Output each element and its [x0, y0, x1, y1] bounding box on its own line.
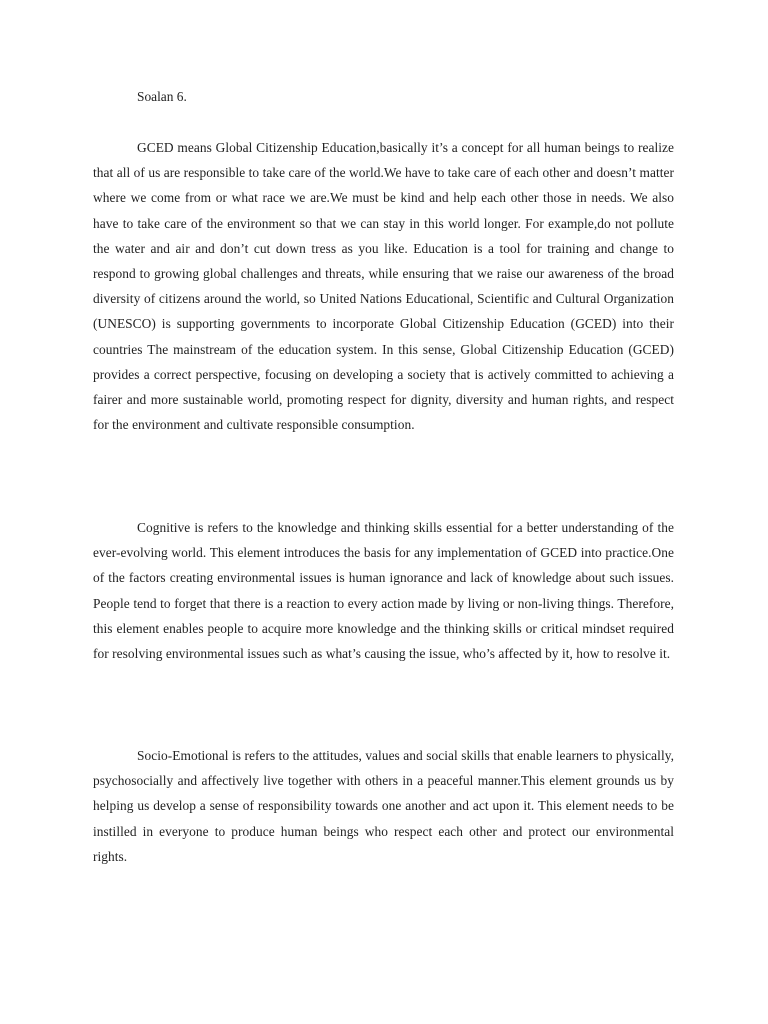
- paragraph-socio-emotional: [93, 743, 674, 869]
- paragraph-cognitive: [93, 515, 674, 666]
- question-heading: Soalan 6.: [137, 89, 187, 104]
- paragraph-text: GCED means Global Citizenship Education,basically it’s a concept for all human beings to realize that all of us are responsible to take care of the world.We have to take care of each other and doesn’t matter where we come from or what race we are.We must be kind and help each other those in needs. We also have to take care of the environment so that we can stay in this world longer. For example,do not pollute the water and air and don’t cut down tress as you like. Education is a tool for training and change to respond to growing global challenges and threats, while ensuring that we raise our awareness of the broad diversity of citizens around the world, so United Nations Educational, Scientific and Cultural Organization (UNESCO) is supporting governments to incorporate Global Citizenship Education (GCED) into their countries The mainstream of the education system. In this sense, Global Citizenship Education (GCED) provides a correct perspective, focusing on developing a society that is actively committed to achieving a fairer and more sustainable world, promoting respect for dignity, diversity and human rights, and respect for the environment and cultivate responsible consumption.: [93, 140, 674, 433]
- paragraph-text: Socio-Emotional is refers to the attitudes, values and social skills that enable learners to physically, psychosocially and affectively live together with others in a peaceful manner.This element grounds us by helping us develop a sense of responsibility towards one another and act upon it. This element needs to be instilled in everyone to produce human beings who respect each other and protect our environmental rights.: [93, 748, 674, 864]
- paragraph-text: Cognitive is refers to the knowledge and thinking skills essential for a better understanding of the ever-evolving world. This element introduces the basis for any implementation of GCED into practice.One of the factors creating environmental issues is human ignorance and lack of knowledge about such issues. People tend to forget that there is a reaction to every action made by living or non-living things. Therefore, this element enables people to acquire more knowledge and the thinking skills or critical mindset required for resolving environmental issues such as what’s causing the issue, who’s affected by it, how to resolve it.: [93, 520, 674, 662]
- paragraph-gced-definition: [93, 135, 674, 437]
